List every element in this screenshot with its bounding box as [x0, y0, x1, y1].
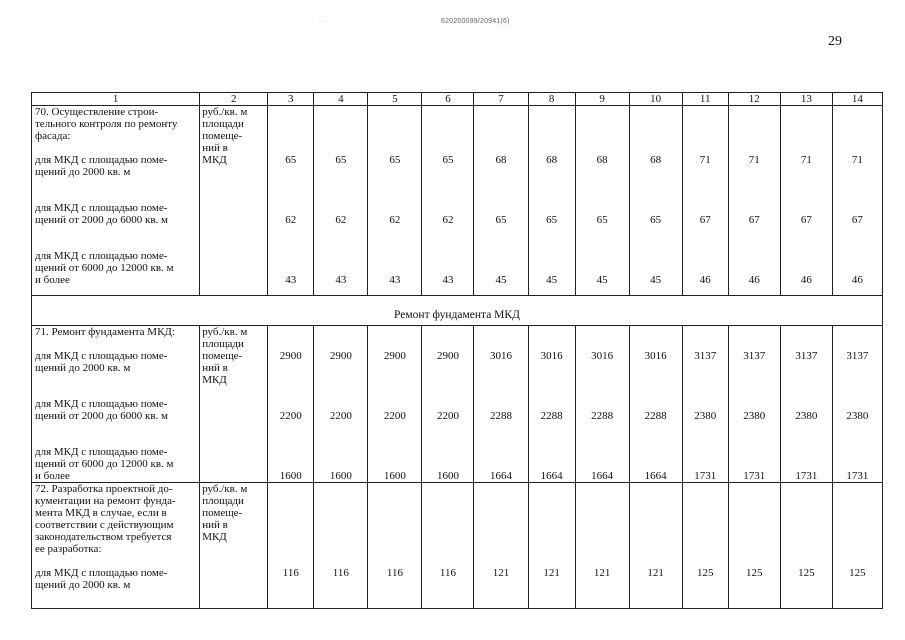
rate-value: 2200 [383, 410, 406, 422]
value-cell [575, 483, 629, 609]
value-cell [474, 483, 528, 609]
column-number: 14 [832, 93, 882, 106]
value-cell [728, 483, 780, 609]
unit-line: МКД [202, 154, 227, 166]
rate-value: 1664 [490, 470, 513, 482]
rate-value: 125 [746, 567, 763, 579]
rate-value: 46 [800, 274, 812, 286]
item-71-row [32, 326, 883, 483]
column-number: 12 [728, 93, 780, 106]
value-cell [629, 106, 682, 296]
row-description-line: щений до 2000 кв. м [35, 362, 131, 374]
rate-value: 46 [851, 274, 863, 286]
rate-value: 3016 [540, 350, 563, 362]
column-number: 10 [629, 93, 682, 106]
section-title: Ремонт фундамента МКД [32, 296, 883, 326]
document-stamp: 620200099/20941(6) [441, 18, 510, 25]
rate-value: 116 [332, 567, 349, 579]
value-cell [368, 106, 422, 296]
item-title-line: тельного контроля по ремонту [35, 118, 178, 130]
rate-value: 2900 [329, 350, 352, 362]
rate-value: 125 [849, 567, 866, 579]
rate-value: 1731 [694, 470, 717, 482]
row-description-line: для МКД с площадью поме- [35, 202, 168, 214]
unit-line: ний в [202, 519, 228, 531]
unit-of-measure [200, 326, 268, 483]
rate-value: 45 [546, 274, 558, 286]
unit-line: руб./кв. м [202, 106, 248, 118]
rate-value: 3137 [743, 350, 766, 362]
rates-table [31, 92, 883, 609]
value-cell [780, 483, 832, 609]
value-cell [780, 106, 832, 296]
rate-value: 1664 [540, 470, 563, 482]
rate-value: 2288 [540, 410, 563, 422]
item-title-line: соответствии с действующим [35, 519, 174, 531]
rate-value: 3137 [694, 350, 717, 362]
rate-value: 68 [596, 154, 608, 166]
rate-value: 125 [798, 567, 815, 579]
rate-value: 46 [699, 274, 711, 286]
row-description-line: для МКД с площадью поме- [35, 250, 168, 262]
rate-value: 1600 [383, 470, 406, 482]
rate-value: 121 [492, 567, 510, 579]
rate-value: 43 [335, 274, 347, 286]
value-cell [528, 106, 575, 296]
value-cell [268, 483, 314, 609]
unit-of-measure [200, 483, 268, 609]
row-description-line: для МКД с площадью поме- [35, 446, 168, 458]
rate-value: 45 [596, 274, 608, 286]
row-description-line: для МКД с площадью поме- [35, 398, 168, 410]
rate-value: 2288 [591, 410, 614, 422]
rate-value: 65 [650, 214, 662, 226]
row-description-line: щений от 6000 до 12000 кв. м [35, 458, 174, 470]
unit-line: ний в [202, 362, 228, 374]
rate-value: 2380 [694, 410, 717, 422]
rate-value: 121 [647, 567, 664, 579]
rate-value: 67 [800, 214, 812, 226]
value-cell [422, 326, 474, 483]
rate-value: 125 [696, 567, 714, 579]
unit-of-measure [200, 106, 268, 296]
value-cell [832, 106, 882, 296]
row-description-line: щений до 2000 кв. м [35, 579, 131, 591]
rate-value: 3016 [490, 350, 513, 362]
value-cell [575, 326, 629, 483]
rate-value: 71 [800, 154, 812, 166]
rate-value: 2900 [383, 350, 406, 362]
value-cell [314, 326, 368, 483]
rate-value: 67 [748, 214, 760, 226]
rate-value: 1664 [591, 470, 614, 482]
item-72-row [32, 483, 883, 609]
unit-line: помеще- [202, 130, 243, 142]
rate-value: 45 [650, 274, 662, 286]
column-number: 13 [780, 93, 832, 106]
value-cell [728, 106, 780, 296]
unit-line: площади [202, 495, 244, 507]
rate-value: 2900 [436, 350, 459, 362]
unit-line: помещe- [202, 507, 243, 519]
value-cell [728, 326, 780, 483]
value-cell [268, 106, 314, 296]
rate-value: 3016 [591, 350, 614, 362]
rate-value: 2380 [795, 410, 818, 422]
rate-value: 62 [285, 214, 297, 226]
rate-value: 68 [650, 154, 662, 166]
rate-value: 1600 [436, 470, 459, 482]
value-cell [528, 326, 575, 483]
row-description-line: и более [35, 274, 70, 286]
scan-noise: · · · [318, 18, 329, 25]
rate-value: 3016 [644, 350, 667, 362]
value-cell [575, 106, 629, 296]
column-number: 9 [575, 93, 629, 106]
column-number: 11 [682, 93, 728, 106]
rate-value: 62 [442, 214, 454, 226]
item-description [32, 326, 200, 483]
rate-value: 71 [748, 154, 760, 166]
value-cell [682, 326, 728, 483]
item-title-line: 70. Осуществление строи- [35, 106, 159, 118]
rate-value: 71 [851, 154, 863, 166]
rate-value: 2200 [329, 410, 352, 422]
rate-value: 67 [699, 214, 711, 226]
item-title-line: мента МКД в случае, если в [35, 507, 167, 519]
unit-line: помеще- [202, 350, 243, 362]
row-description-line: щений от 6000 до 12000 кв. м [35, 262, 174, 274]
value-cell [368, 483, 422, 609]
rate-value: 2288 [490, 410, 513, 422]
value-cell [314, 106, 368, 296]
rate-value: 65 [285, 154, 297, 166]
rate-value: 43 [389, 274, 401, 286]
unit-line: площади [202, 118, 244, 130]
rate-value: 116 [439, 567, 456, 579]
unit-line: площади [202, 338, 244, 350]
value-cell [629, 326, 682, 483]
value-cell [832, 326, 882, 483]
rate-value: 116 [386, 567, 403, 579]
value-cell [528, 483, 575, 609]
column-number: 8 [528, 93, 575, 106]
rate-value: 65 [495, 214, 507, 226]
value-cell [422, 483, 474, 609]
section-header-row [32, 296, 883, 326]
rate-value: 65 [596, 214, 608, 226]
rate-value: 1731 [846, 470, 869, 482]
rate-value: 43 [442, 274, 454, 286]
item-title-line: законодательством требуется [35, 531, 172, 543]
value-cell [780, 326, 832, 483]
value-cell [368, 326, 422, 483]
rate-value: 68 [495, 154, 507, 166]
row-description-line: щений от 2000 до 6000 кв. м [35, 214, 169, 226]
value-cell [474, 106, 528, 296]
item-title-line: 72. Разработка проектной до- [35, 483, 173, 495]
rate-value: 62 [389, 214, 401, 226]
rate-value: 68 [546, 154, 558, 166]
item-title-line: кументации на ремонт фунда- [35, 495, 176, 507]
row-description-line: для МКД с площадью поме- [35, 350, 168, 362]
value-cell [268, 326, 314, 483]
row-description-line: щений до 2000 кв. м [35, 166, 131, 178]
rate-value: 65 [389, 154, 401, 166]
unit-line: МКД [202, 531, 227, 543]
column-number: 1 [32, 93, 200, 106]
column-number-row [32, 93, 883, 106]
unit-line: МКД [202, 374, 227, 386]
column-number: 4 [314, 93, 368, 106]
value-cell [682, 106, 728, 296]
item-title-line: 71. Ремонт фундамента МКД: [35, 326, 175, 338]
value-cell [629, 483, 682, 609]
row-description-line: и более [35, 470, 70, 482]
rate-value: 1600 [279, 470, 302, 482]
column-number: 5 [368, 93, 422, 106]
rate-value: 2200 [436, 410, 459, 422]
item-title-line: фасада: [35, 130, 71, 142]
item-70-row [32, 106, 883, 296]
rate-value: 1731 [743, 470, 766, 482]
rate-value: 121 [543, 567, 560, 579]
rate-value: 67 [851, 214, 863, 226]
item-description [32, 483, 200, 609]
rate-value: 2380 [743, 410, 766, 422]
rate-value: 43 [285, 274, 297, 286]
rate-value: 1600 [329, 470, 352, 482]
column-number: 3 [268, 93, 314, 106]
rate-value: 2200 [279, 410, 302, 422]
item-description [32, 106, 200, 296]
column-number: 6 [422, 93, 474, 106]
rate-value: 62 [335, 214, 347, 226]
rate-value: 65 [335, 154, 347, 166]
rate-value: 3137 [795, 350, 818, 362]
value-cell [314, 483, 368, 609]
value-cell [832, 483, 882, 609]
row-description-line: для МКД с площадью поме- [35, 154, 168, 166]
rate-value: 46 [748, 274, 760, 286]
rate-value: 2900 [279, 350, 302, 362]
rate-value: 1664 [644, 470, 667, 482]
rate-value: 71 [699, 154, 711, 166]
unit-line: ний в [202, 142, 228, 154]
row-description-line: для МКД с площадью поме- [35, 567, 168, 579]
value-cell [474, 326, 528, 483]
rate-value: 121 [593, 567, 611, 579]
item-title-line: ее разработка: [35, 543, 102, 555]
row-description-line: щений от 2000 до 6000 кв. м [35, 410, 169, 422]
rate-value: 1731 [795, 470, 818, 482]
rate-value: 3137 [846, 350, 869, 362]
page-number: 29 [828, 34, 842, 49]
unit-line: руб./кв. м [202, 326, 248, 338]
rate-value: 2380 [846, 410, 869, 422]
rate-value: 45 [495, 274, 507, 286]
column-number: 2 [200, 93, 268, 106]
rate-value: 65 [442, 154, 454, 166]
unit-line: руб./кв. м [202, 483, 248, 495]
rate-value: 2288 [644, 410, 667, 422]
column-number: 7 [474, 93, 528, 106]
rate-value: 116 [282, 567, 299, 579]
rate-value: 65 [546, 214, 558, 226]
value-cell [682, 483, 728, 609]
value-cell [422, 106, 474, 296]
